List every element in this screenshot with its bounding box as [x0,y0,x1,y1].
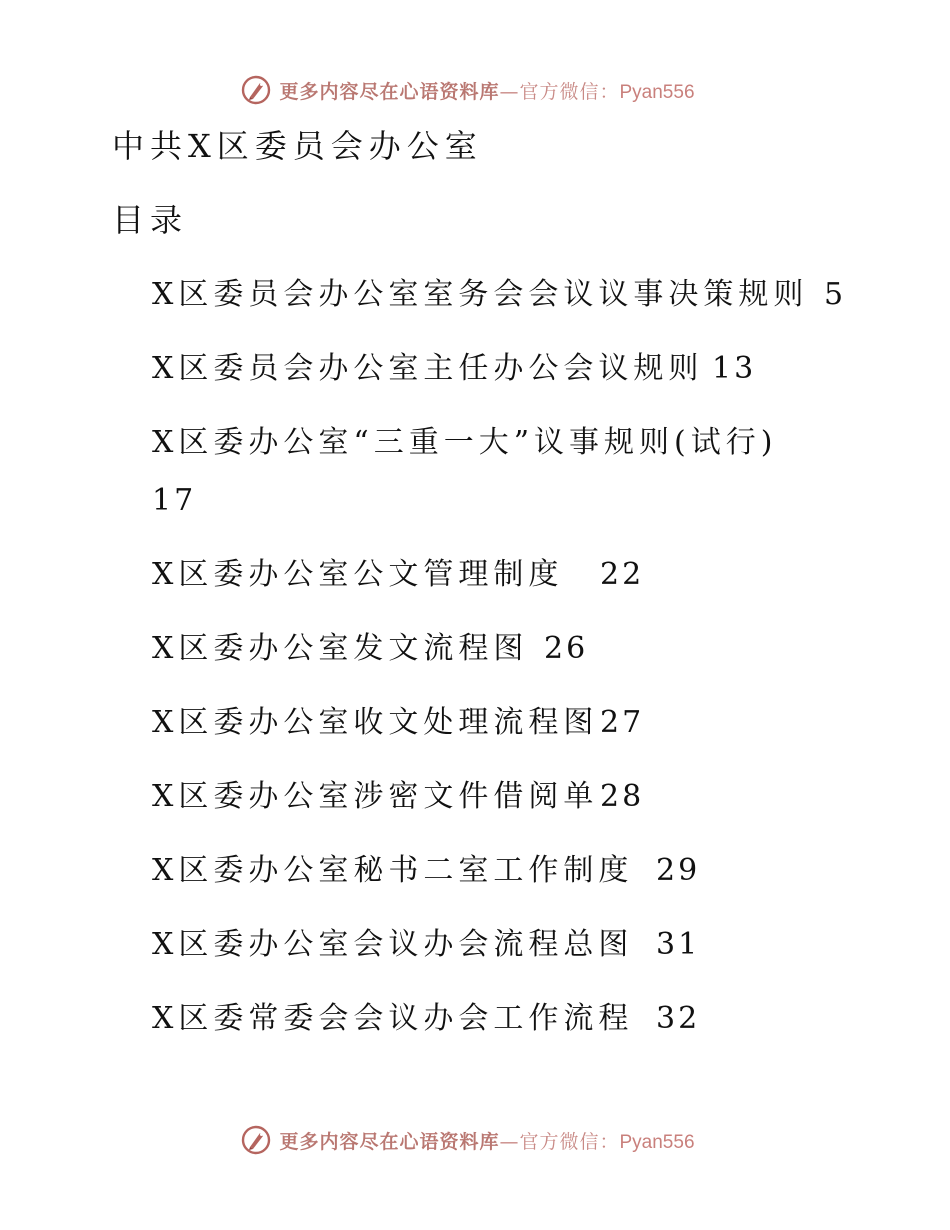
toc-entry-page: 26 [544,631,589,666]
toc-entry-page: 13 [712,351,757,386]
toc-entry-title[interactable]: X区委办公室收文处理流程图 [152,705,599,740]
toc-entry-title[interactable]: X区委常委会会议办会工作流程 [152,1001,634,1036]
watermark-wechat-id: Pyan556 [619,1131,695,1153]
toc-entry-title[interactable]: X区委办公室涉密文件借阅单 [152,779,599,814]
toc-entry-title[interactable]: X区委办公室“三重一大”议事规则(试行) [152,425,778,460]
toc-entry-page: 22 [600,557,645,592]
toc-entry-page: 31 [656,927,701,962]
watermark-footer [0,1120,950,1160]
toc-entry-page: 29 [656,853,701,888]
watermark-main-text: 更多内容尽在心语资料库 [279,1130,500,1153]
toc-entry-title[interactable]: X区委办公室秘书二室工作制度 [152,853,634,888]
pen-logo-icon [241,1125,271,1155]
toc-entry-page: 32 [656,1001,701,1036]
toc-entry-page: 5 [824,277,847,312]
toc-entry-title[interactable]: X区委办公室会议办会流程总图 [152,927,634,962]
watermark-header [0,70,950,110]
toc-entry-title[interactable]: X区委办公室公文管理制度 [152,557,564,592]
watermark-separator-text: —官方微信： [499,1130,620,1153]
toc-entry-title[interactable]: X区委员会办公室主任办公会议规则 [152,351,704,386]
toc-entry-title[interactable]: X区委办公室发文流程图 [152,631,529,666]
toc-entry-title[interactable]: X区委员会办公室室务会会议议事决策规则 [152,277,809,312]
watermark-wechat-id: Pyan556 [619,81,695,103]
toc-entry-page: 27 [600,705,645,740]
toc-heading: 目录 [112,201,189,239]
toc-entry-page: 17 [152,483,197,518]
pen-logo-icon [241,75,271,105]
toc-entry-page: 28 [600,779,645,814]
organization-title: 中共X区委员会办公室 [112,127,483,165]
watermark-separator-text: —官方微信： [499,80,620,103]
watermark-main-text: 更多内容尽在心语资料库 [279,80,500,103]
